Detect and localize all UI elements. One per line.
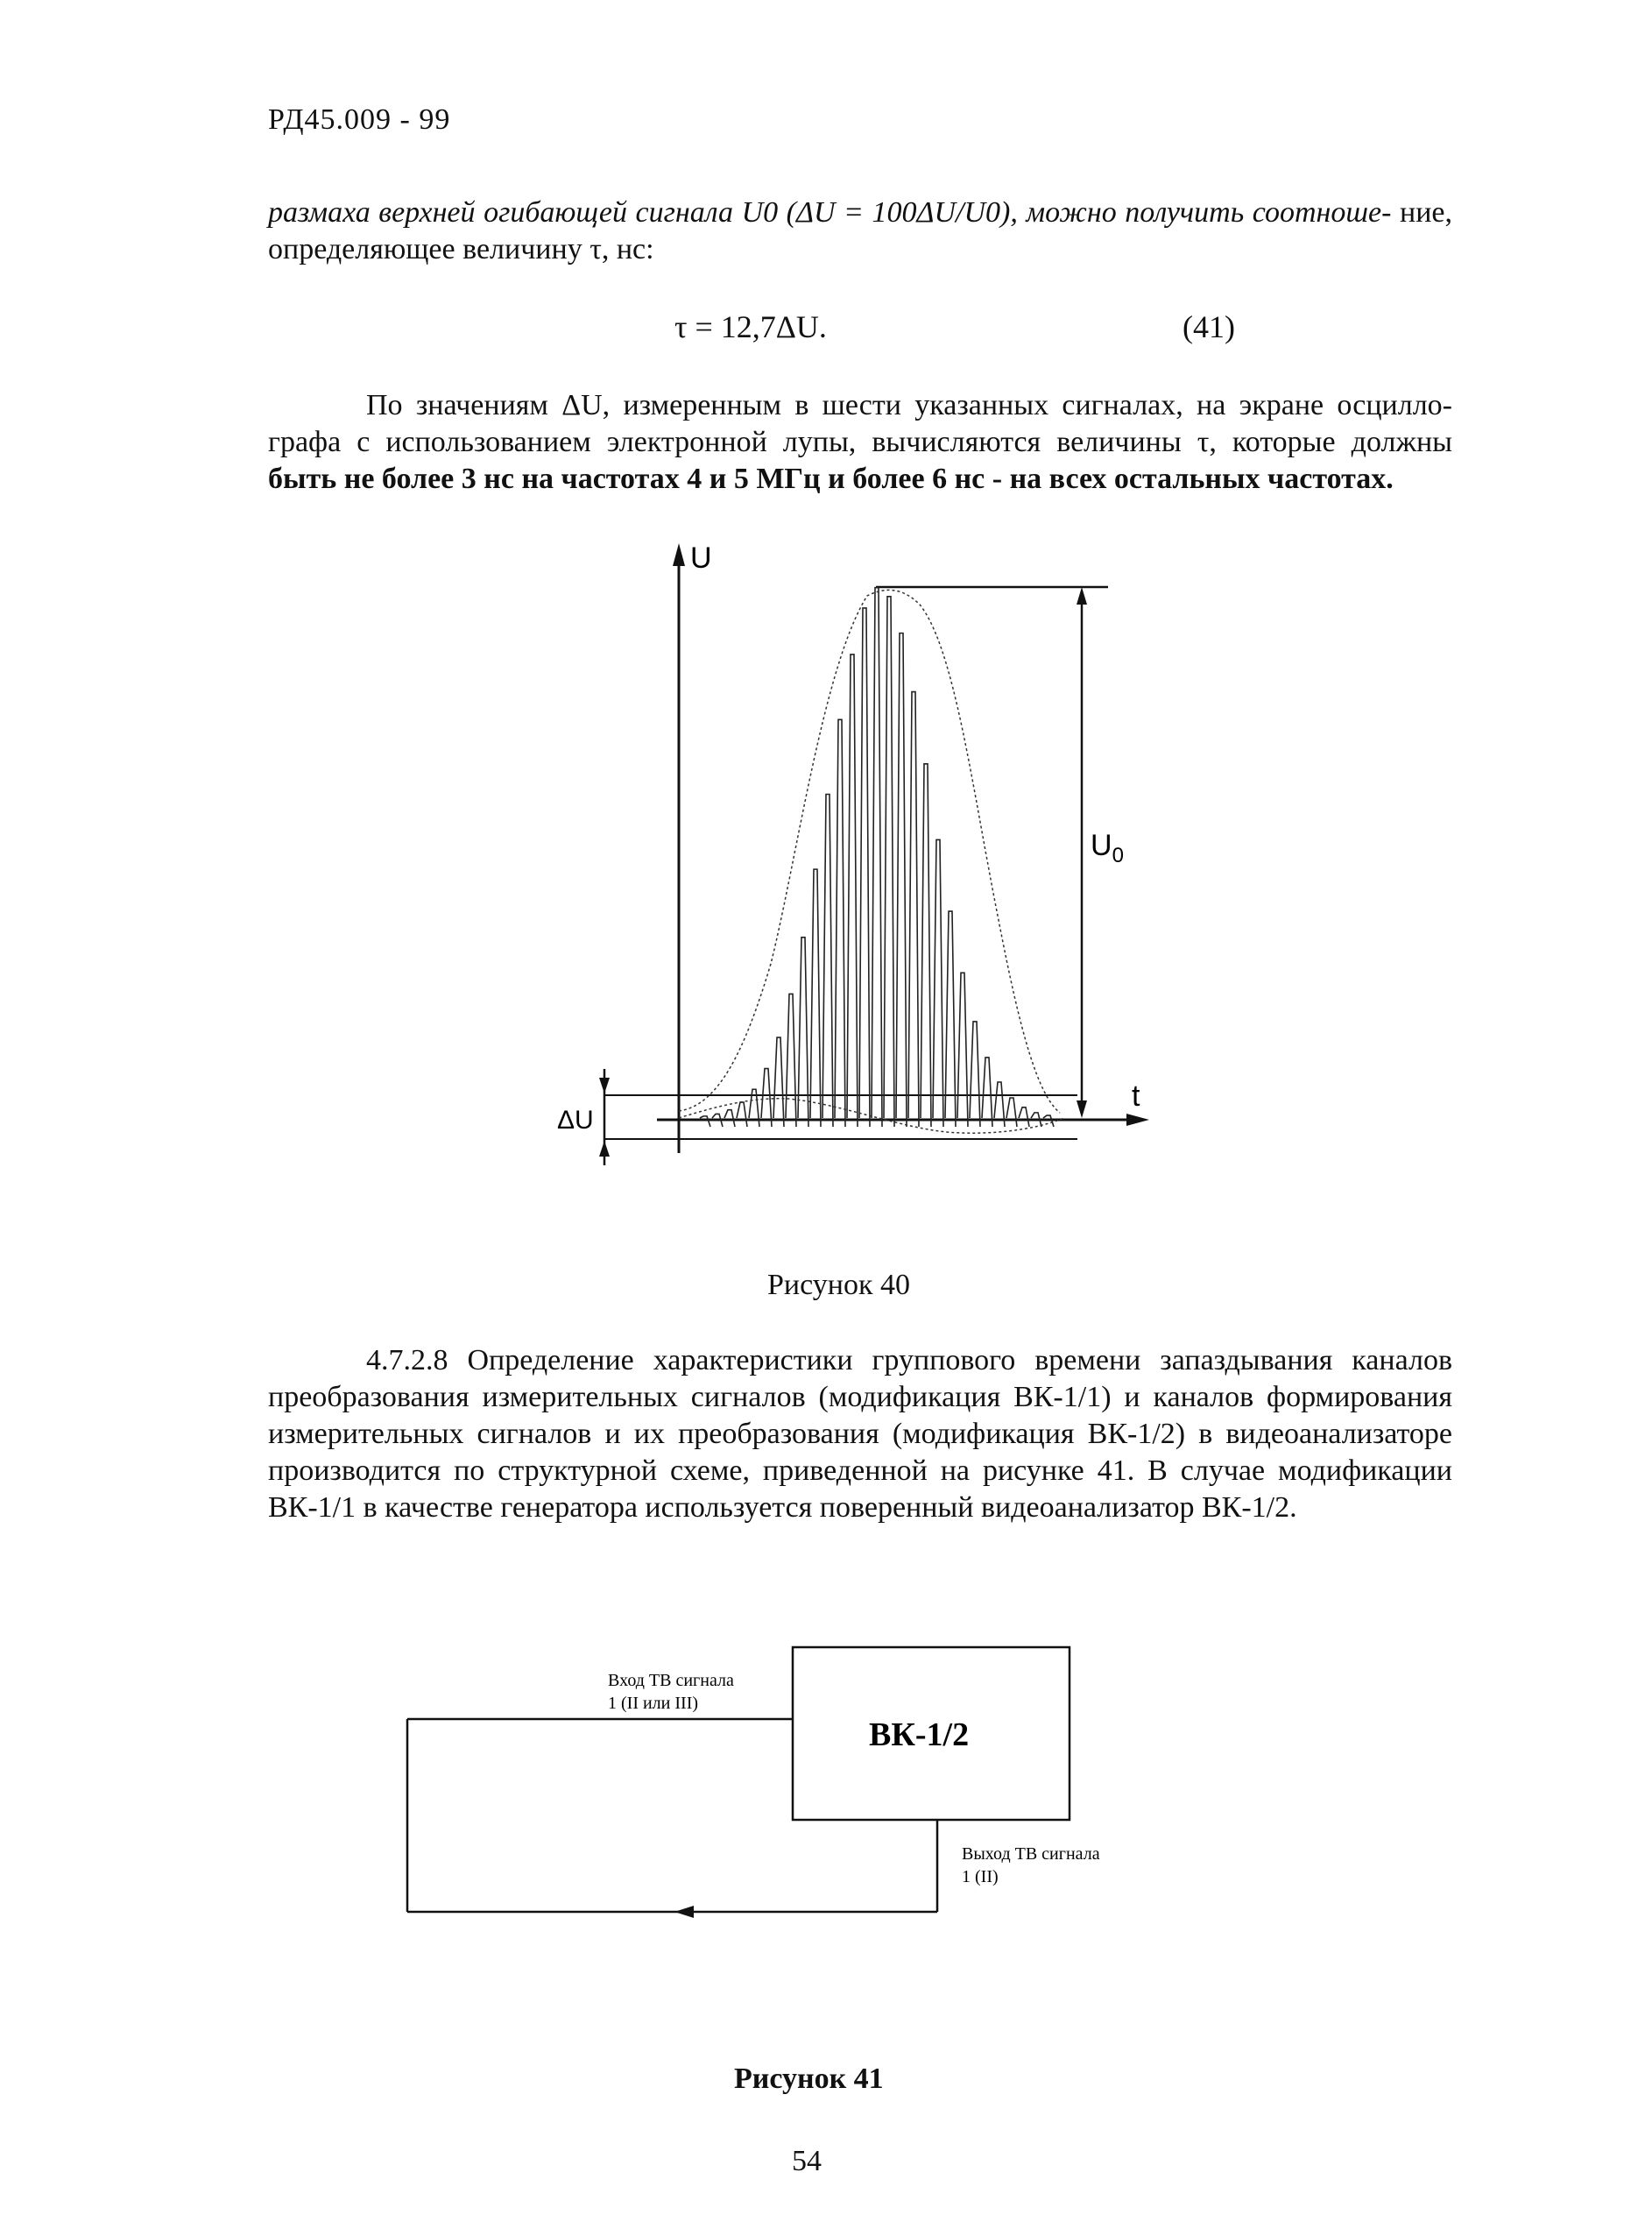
oscillation-cycle [810,869,821,1127]
oscillation-cycle [859,608,870,1127]
page-number: 54 [792,2145,822,2177]
oscillation-cycle [847,655,858,1127]
paragraph-4-7-2-8: 4.7.2.8 Определение характеристики группового времени запаздывания каналов преобразования измерительных сигналов (модификация ВК-1/1) и каналов формирования измерительных сигналов и их преобразования (модификация ВК-1/2) в видеоанализаторе производится по структурной схеме, приведенной на рисунке 41. В случае модификации ВК-1/1 в качестве генератора используется поверенный видеоанализатор ВК-1/2. [268,1344,1452,1524]
oscillation-cycle [884,597,894,1127]
u0-arrow-up [1077,587,1087,605]
delta-arrow-down [599,1078,610,1093]
document-header: РД45.009 - 99 [268,103,451,136]
oscillation-cycle [970,1022,980,1127]
oscillation-cycle [724,1110,735,1127]
paragraph-envelope-normal: ние, определяющее величину τ, нс: [268,196,1452,265]
y-axis-arrow [673,543,685,566]
oscillation-cycle [982,1058,992,1127]
oscillation-cycle [1006,1098,1017,1127]
oscillation-cycle [798,938,808,1127]
paragraph-measurement-normal: По значениям ΔU, измеренным в шести указанных сигналах, на экране осцилло-графа с использованием электронной лупы, вычисляются величины τ, которые должны [268,389,1452,458]
oscillation-cycle [700,1116,710,1127]
paragraph-measurement-bold: быть не более 3 нс на частотах 4 и 5 МГц и более 6 нс - на всех остальных частотах. [268,463,1394,495]
input-label-line1: Вход ТВ сигнала [608,1671,734,1690]
oscillation-cycle [1043,1115,1054,1127]
figure-41-caption: Рисунок 41 [734,2063,884,2095]
u0-arrow-down [1077,1100,1087,1118]
formula-expression: τ = 12,7ΔU. [674,309,827,344]
oscillation-cycle [822,794,833,1127]
figure-40-caption: Рисунок 40 [767,1269,910,1301]
delta-u-label: ΔU [557,1106,594,1135]
oscillation-cycle [737,1102,747,1127]
return-arrow [674,1906,694,1918]
formula-number: (41) [1183,309,1235,344]
oscillation-cycle [872,588,882,1127]
oscillation-cycle [957,973,968,1127]
oscillation-cycle [786,994,796,1127]
input-label-line2: 1 (II или III) [608,1694,699,1713]
oscillation-cycle [761,1069,772,1127]
oscillation-cycle [1019,1107,1029,1127]
delta-arrow-up [599,1141,610,1157]
oscillation-cycle [908,692,919,1127]
oscillation-cycle [835,719,845,1127]
output-label-line2: 1 (II) [962,1867,999,1886]
output-label-line1: Выход ТВ сигнала [962,1844,1100,1864]
u0-label-sub: 0 [1112,844,1124,867]
oscillation-cycle [921,764,931,1127]
u0-label [1091,829,1124,867]
oscillation-cycle [773,1037,784,1127]
oscillation-cycle [896,633,907,1127]
x-axis-label: t [1132,1079,1140,1113]
vk-block-label: ВК-1/2 [869,1716,970,1753]
oscillation-cycle [933,839,943,1127]
paragraph-envelope-italic: размаха верхней огибающей сигнала U0 (ΔU = 100ΔU/U0), можно получить соотноше- [268,196,1392,229]
oscillation-traces [700,588,1054,1127]
x-axis-arrow [1126,1114,1149,1126]
u0-label-main: U [1091,829,1112,862]
y-axis-label: U [690,541,712,575]
